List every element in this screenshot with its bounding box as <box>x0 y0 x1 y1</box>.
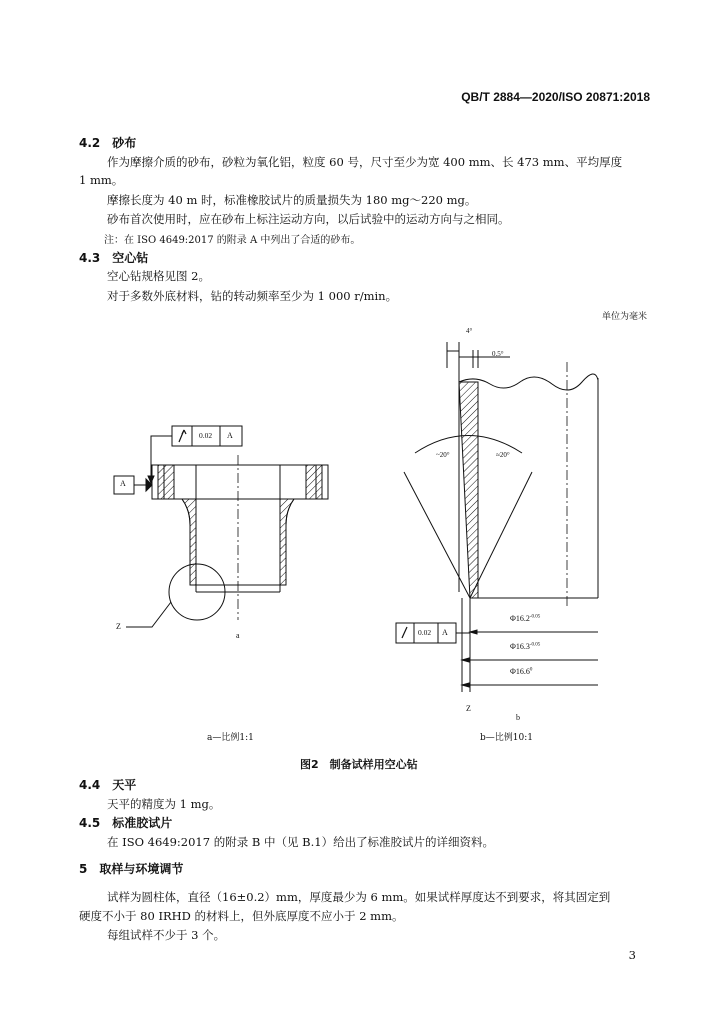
paragraph: 试样为圆柱体，直径（16±0.2）mm，厚度最少为 6 mm。如果试样厚度达不到要求，将其固定到 <box>107 890 611 904</box>
section-heading-4-4: 4.4 天平 <box>79 778 137 792</box>
tolerance-value-a: 0.02 <box>199 431 213 440</box>
paragraph: 作为摩擦介质的砂布，砂粒为氧化铝，粒度 60 号，尺寸至少为宽 400 mm、长 473 mm、平均厚度 <box>107 155 623 169</box>
paragraph: 天平的精度为 1 mg。 <box>107 797 221 811</box>
angle-label-05: 0.5° <box>492 350 504 358</box>
note: 注：在 ISO 4649:2017 的附录 A 中列出了合适的砂布。 <box>104 235 361 246</box>
view-label-a: a <box>236 631 240 640</box>
view-b-drill-tip <box>396 342 598 692</box>
datum-label-a: A <box>120 479 126 488</box>
dimension-phi-16-3: $\Phi 16.3^{-0.05}$ <box>510 642 541 651</box>
tolerance-datum-a: A <box>227 431 233 440</box>
scale-label-b: b—比例10:1 <box>480 733 533 743</box>
tolerance-datum-b: A <box>442 628 448 637</box>
angle-label-left: ~20° <box>436 451 450 459</box>
paragraph: 硬度不小于 80 IRHD 的材料上，但外底厚度不应小于 2 mm。 <box>79 909 404 923</box>
tolerance-value-b: 0.02 <box>418 628 432 637</box>
angle-label-4: 4° <box>466 327 473 335</box>
paragraph: 1 mm。 <box>79 173 124 187</box>
paragraph: 摩擦长度为 40 m 时，标准橡胶试片的质量损失为 180 mg～220 mg。 <box>107 193 477 207</box>
unit-note: 单位为毫米 <box>601 312 647 322</box>
paragraph: 在 ISO 4649:2017 的附录 B 中（见 B.1）给出了标准胶试片的详细资料。 <box>107 835 495 849</box>
detail-label-z-b: Z <box>466 704 471 713</box>
figure-2-drawing <box>0 320 724 760</box>
angle-label-right: ≈20° <box>496 451 510 459</box>
view-label-b: b <box>516 713 520 722</box>
section-heading-5: 5 取样与环境调节 <box>79 862 184 876</box>
section-heading-4-2: 4.2 砂布 <box>79 136 137 150</box>
section-heading-4-5: 4.5 标准胶试片 <box>79 816 173 830</box>
dimension-phi-16-2: $\Phi 16.2^{-0.05}$ <box>510 614 541 623</box>
view-a-drill <box>114 426 328 627</box>
paragraph: 空心钻规格见图 2。 <box>107 269 210 283</box>
page-number: 3 <box>628 948 636 962</box>
dimension-phi-16-6: Φ16.6$^0$ <box>510 667 533 676</box>
standard-code: QB/T 2884—2020/ISO 20871:2018 <box>461 90 650 104</box>
paragraph: 每组试样不少于 3 个。 <box>107 928 226 942</box>
paragraph: 对于多数外底材料，钻的转动频率至少为 1 000 r/min。 <box>107 289 398 303</box>
scale-label-a: a—比例1:1 <box>207 733 254 743</box>
section-heading-4-3: 4.3 空心钻 <box>79 251 149 265</box>
detail-label-z-a: Z <box>116 622 121 631</box>
figure-caption: 图2 制备试样用空心钻 <box>300 758 418 771</box>
paragraph: 砂布首次使用时，应在砂布上标注运动方向，以后试验中的运动方向与之相同。 <box>107 212 510 226</box>
